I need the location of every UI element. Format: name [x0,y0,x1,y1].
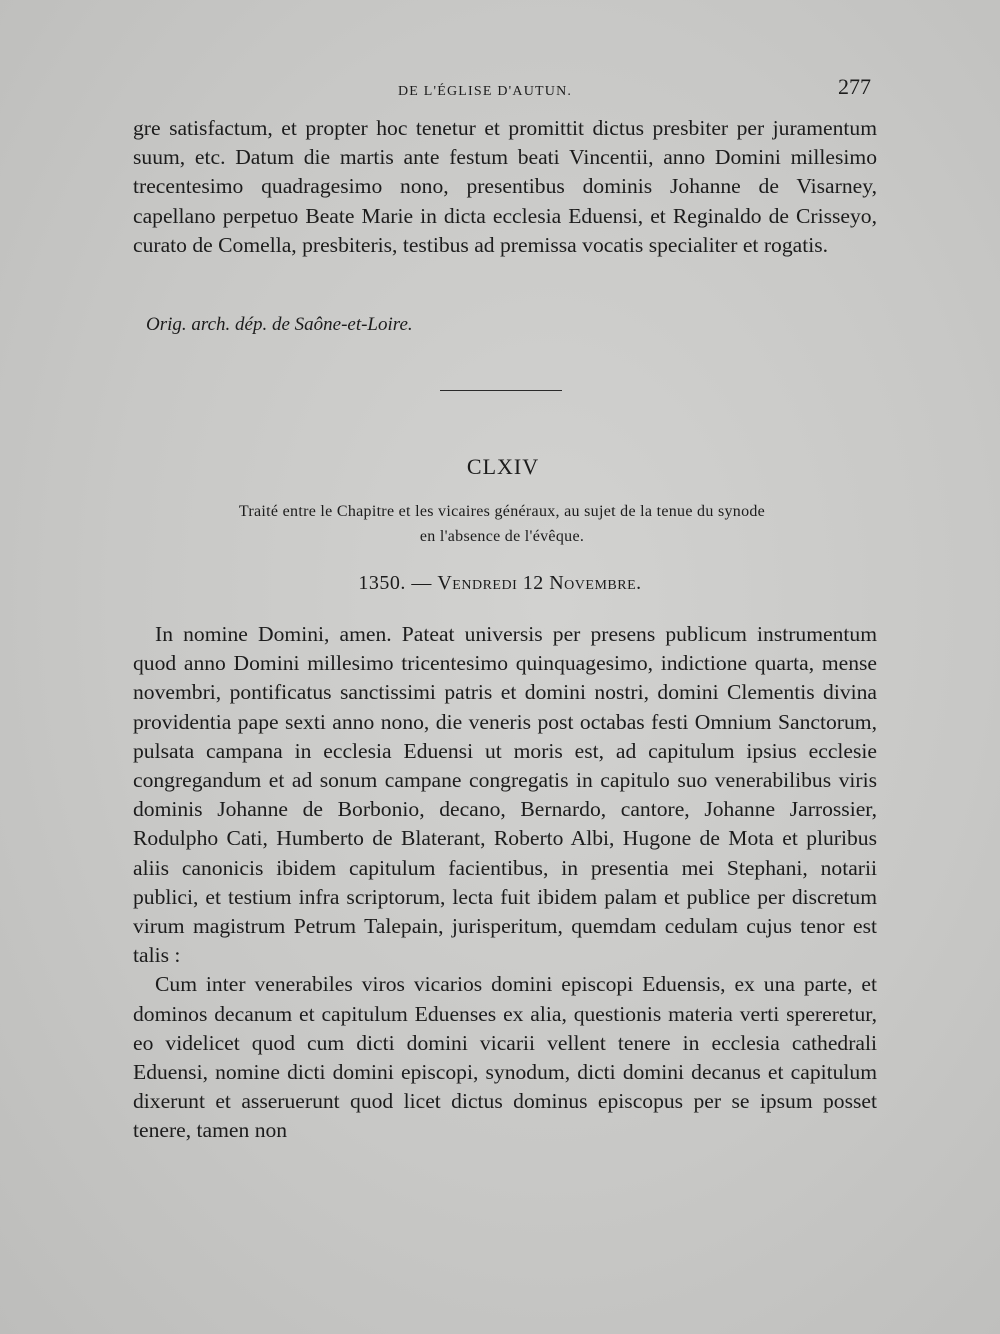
source-note: Orig. arch. dép. de Saône-et-Loire. [146,314,413,335]
date-dash: — [405,572,438,594]
page-number: 277 [838,74,871,99]
date-year: 1350. [358,572,406,594]
charter-text [133,620,877,1146]
summary-line: en l'absence de l'évêque. [419,527,585,545]
charter-summary [140,500,864,549]
charter-date [0,572,1000,595]
continued-paragraph [133,114,877,260]
paragraph-text: In nomine Domini, amen. Pateat universis per presens publicum instrumentum quod anno Domini millesimo tricentesimo quinquagesimo, indictione quarta, mense novembri, pontificatus sanctissimi patris et domini nostri, domini Clementis divina providentia pape sexti anno nono, die veneris post octabas festi Omnium Sanctorum, pulsata campana in ecclesia Eduensi ut moris est, ad capitulum ipsius ecclesie congregandum et ad sonum campane congregatis in capitulo suo venerabilibus viris dominis Johanne de Borbonio, decano, Bernardo, cantore, Johanne Jarrossier, Rodulpho Cati, Humberto de Blaterant, Roberto Albi, Hugone de Mota et pluribus aliis canonicis ibidem capitulum facientibus, in presentia mei Stephani, notarii publici, et testium infra scriptorum, lecta fuit ibidem palam et publice per discretum virum magistrum Petrum Talepain, jurisperitum, quemdam cedulam cujus tenor est talis : [133,622,877,968]
running-head: DE L'ÉGLISE D'AUTUN. [398,84,573,99]
summary-line: Traité entre le Chapitre et les vicaires généraux, au sujet de la tenue du synode [238,503,766,520]
section-divider [440,390,562,391]
paragraph-text: gre satisfactum, et propter hoc tenetur et promittit dictus presbiter per juramentum suum, etc. Datum die martis ante festum beati Vincentii, anno Domini millesimo trecentesimo quadragesimo nono, presentibus dominis Johanne de Visarney, capellano perpetuo Beate Marie in dicta ecclesia Eduensi, et Reginaldo de Crisseyo, curato de Comella, presbiteris, testibus ad premissa vocatis specialiter et rogatis. [133,116,877,257]
paragraph-text: Cum inter venerabiles viros vicarios domini episcopi Eduensis, ex una parte, et dominos decanum et capitulum Eduenses ex alia, questionis materia verti spereretur, eo videlicet quod cum dicti domini vicarii vellent tenere in ecclesia cathedrali Eduensi, nomine dicti domini episcopi, synodum, dicti domini decanus et capitulum dixerunt et asseruerunt quod licet dictus dominus episcopus per se ipsum posset tenere, tamen non [133,972,877,1143]
date-day: Vendredi 12 Novembre. [437,572,642,594]
charter-number: CLXIV [466,454,540,479]
